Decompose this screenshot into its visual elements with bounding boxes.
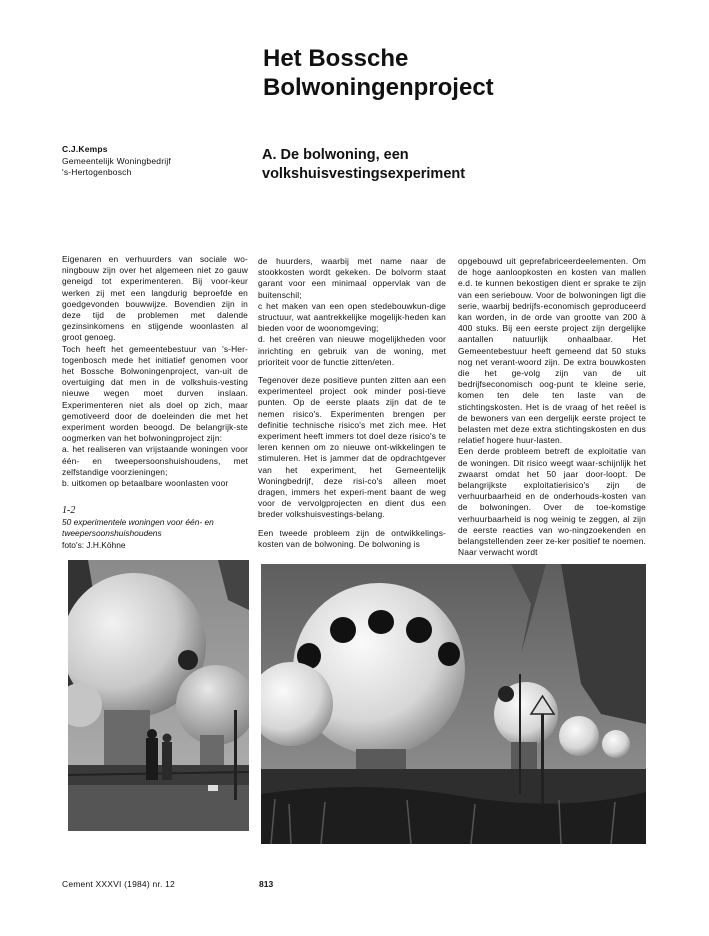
author-affiliation: Gemeentelijk Woningbedrijf (62, 155, 171, 166)
photo-sphere-houses-right-image (261, 564, 646, 844)
list-item-d: d. het creëren van nieuwe mogelijkheden voor inrichting en gebruik van de woning, met prioriteit voor de functie zitten/eten. (258, 334, 446, 367)
figure-caption (62, 505, 252, 551)
text-column-1 (62, 254, 248, 489)
photo-sphere-houses-right (261, 564, 646, 844)
caption-line-2: tweepersoonshuishoudens (62, 528, 162, 538)
paragraph: Eigenaren en verhuurders van sociale wo-ningbouw zijn over het algemeen niet zo gauw geneigd tot experimenteren. Bij voor-keur werken zij met een langdurig beproefde en goedgevonden bouwwijze. Bovendien zijn in deze tijd de problemen met dalende gezinsinkomens en stijgende woonlasten al groot genoeg. (62, 254, 248, 343)
photo-credit: foto's: J.H.Köhne (62, 539, 126, 550)
paragraph: Tegenover deze positieve punten zitten aan een experimenteel project ook minder posi-tieve punten. Op de eerste plaats zijn dat de te nemen risico's. Experimenten brengen per definitie technische risico's met zich mee. Het experiment heeft immers tot doel deze risico's te leren kennen om zo nieuwe ont-wikkelingen te stimuleren. Het is jammer dat de opdrachtgever van het experiment, het Gemeentelijk Woningbedrijf, deze risi-co's alleen moet dragen, immers het experi-ment baant de weg voor de vervolgprojecten en dient dus een breder volkshuisvestings-belang. (258, 375, 446, 520)
article-title (263, 44, 683, 102)
paragraph: opgebouwd uit geprefabriceerdeelementen. Om de hoge aanloopkosten en kosten van mallen e.d. te kunnen bekostigen dient er sprake te zijn van een seriebouw. Voor de bolwoningen ligt die serie, waarbij bedrijfs-economisch geproduceerd kan worden, in de orde van grootte van 200 à 400 stuks. Bij een eerste project zijn dergelijke aantallen natuurlijk onhaalbaar. Het Gemeentebestuur heeft gemeend dat 50 stuks nog net verant-woord zijn. De extra bouwkosten die het ge-volg zijn van de uit bedrijfseconomisch oog-punt te kleine serie, komen ten dele ten laste van de stichtingskosten. Het is de vraag of het reëel is de bewoners van een dergelijk eerste project te belasten met deze extra stichtingskosten en dus relatief hogere huur-lasten. (458, 256, 646, 446)
text-column-2 (258, 256, 446, 550)
paragraph: de huurders, waarbij met name naar de stookkosten wordt gekeken. De bolvorm staat garant voor een minimaal oppervlak van de buitenschil; (258, 256, 446, 300)
list-item-a: a. het realiseren van vrijstaande woningen voor één- en tweepersoonshuishoudens, met zelfstandige voorzieningen; (62, 444, 248, 477)
title-line-2: Bolwoningenproject (263, 74, 494, 101)
author-city: 's-Hertogenbosch (62, 167, 132, 177)
paragraph: Een derde probleem betreft de exploitatie van de woningen. Dit risico weegt waar-schijnlijk het zwaarst omdat het 50 jaar door-loopt. De belangrijkste exploitatierisico's zijn de verhuurbaarheid en de onderhouds-kosten van de bolwoningen. Over de toe-komstige verhuurbaarheid is nog weinig te zeggen, al zijn de eerste reacties van wo-ningzoekenden en belangstellenden zeer ze-ker positief te noemen. Naar verwacht wordt (458, 446, 646, 558)
section-heading-line-2: volkshuisvestingsexperiment (262, 165, 466, 182)
journal-reference: Cement XXXVI (1984) nr. 12 (62, 879, 175, 889)
photo-sphere-houses-left (68, 560, 249, 831)
figure-number: 1-2 (62, 505, 76, 516)
list-item-b: b. uitkomen op betaalbare woonlasten voor (62, 478, 229, 489)
caption-line-1: 50 experimentele woningen voor één- en (62, 516, 214, 527)
page-number: 813 (259, 879, 274, 889)
section-heading (262, 146, 562, 183)
author-block (62, 144, 252, 179)
paragraph: Toch heeft het gemeentebestuur van 's-Her-togenbosch mede het initiatief genomen voor het Bossche Bolwoningenproject, van-uit de overtuiging dat men in de volkshuis-vesting nieuwe wegen moet durven inslaan. Experimenteren niet als doel op zich, maar gemotiveerd door de doeleinden die met het experiment worden beoogd. De belangrijk-ste oogmerken van het bolwoningproject zijn: (62, 343, 248, 444)
photo-sphere-houses-left-image (68, 560, 249, 831)
section-heading-line-1: A. De bolwoning, een (262, 147, 409, 163)
paragraph: Een tweede probleem zijn de ontwikkelings-kosten van de bolwoning. De bolwoning is (258, 527, 446, 549)
title-line-1: Het Bossche (263, 45, 409, 72)
text-column-3 (458, 256, 646, 558)
list-item-c: c het maken van een open stedebouwkun-dige structuur, wat aantrekkelijke mogelijk-heden kan bieden voor de woonomgeving; (258, 300, 446, 334)
author-name: C.J.Kemps (62, 144, 108, 154)
